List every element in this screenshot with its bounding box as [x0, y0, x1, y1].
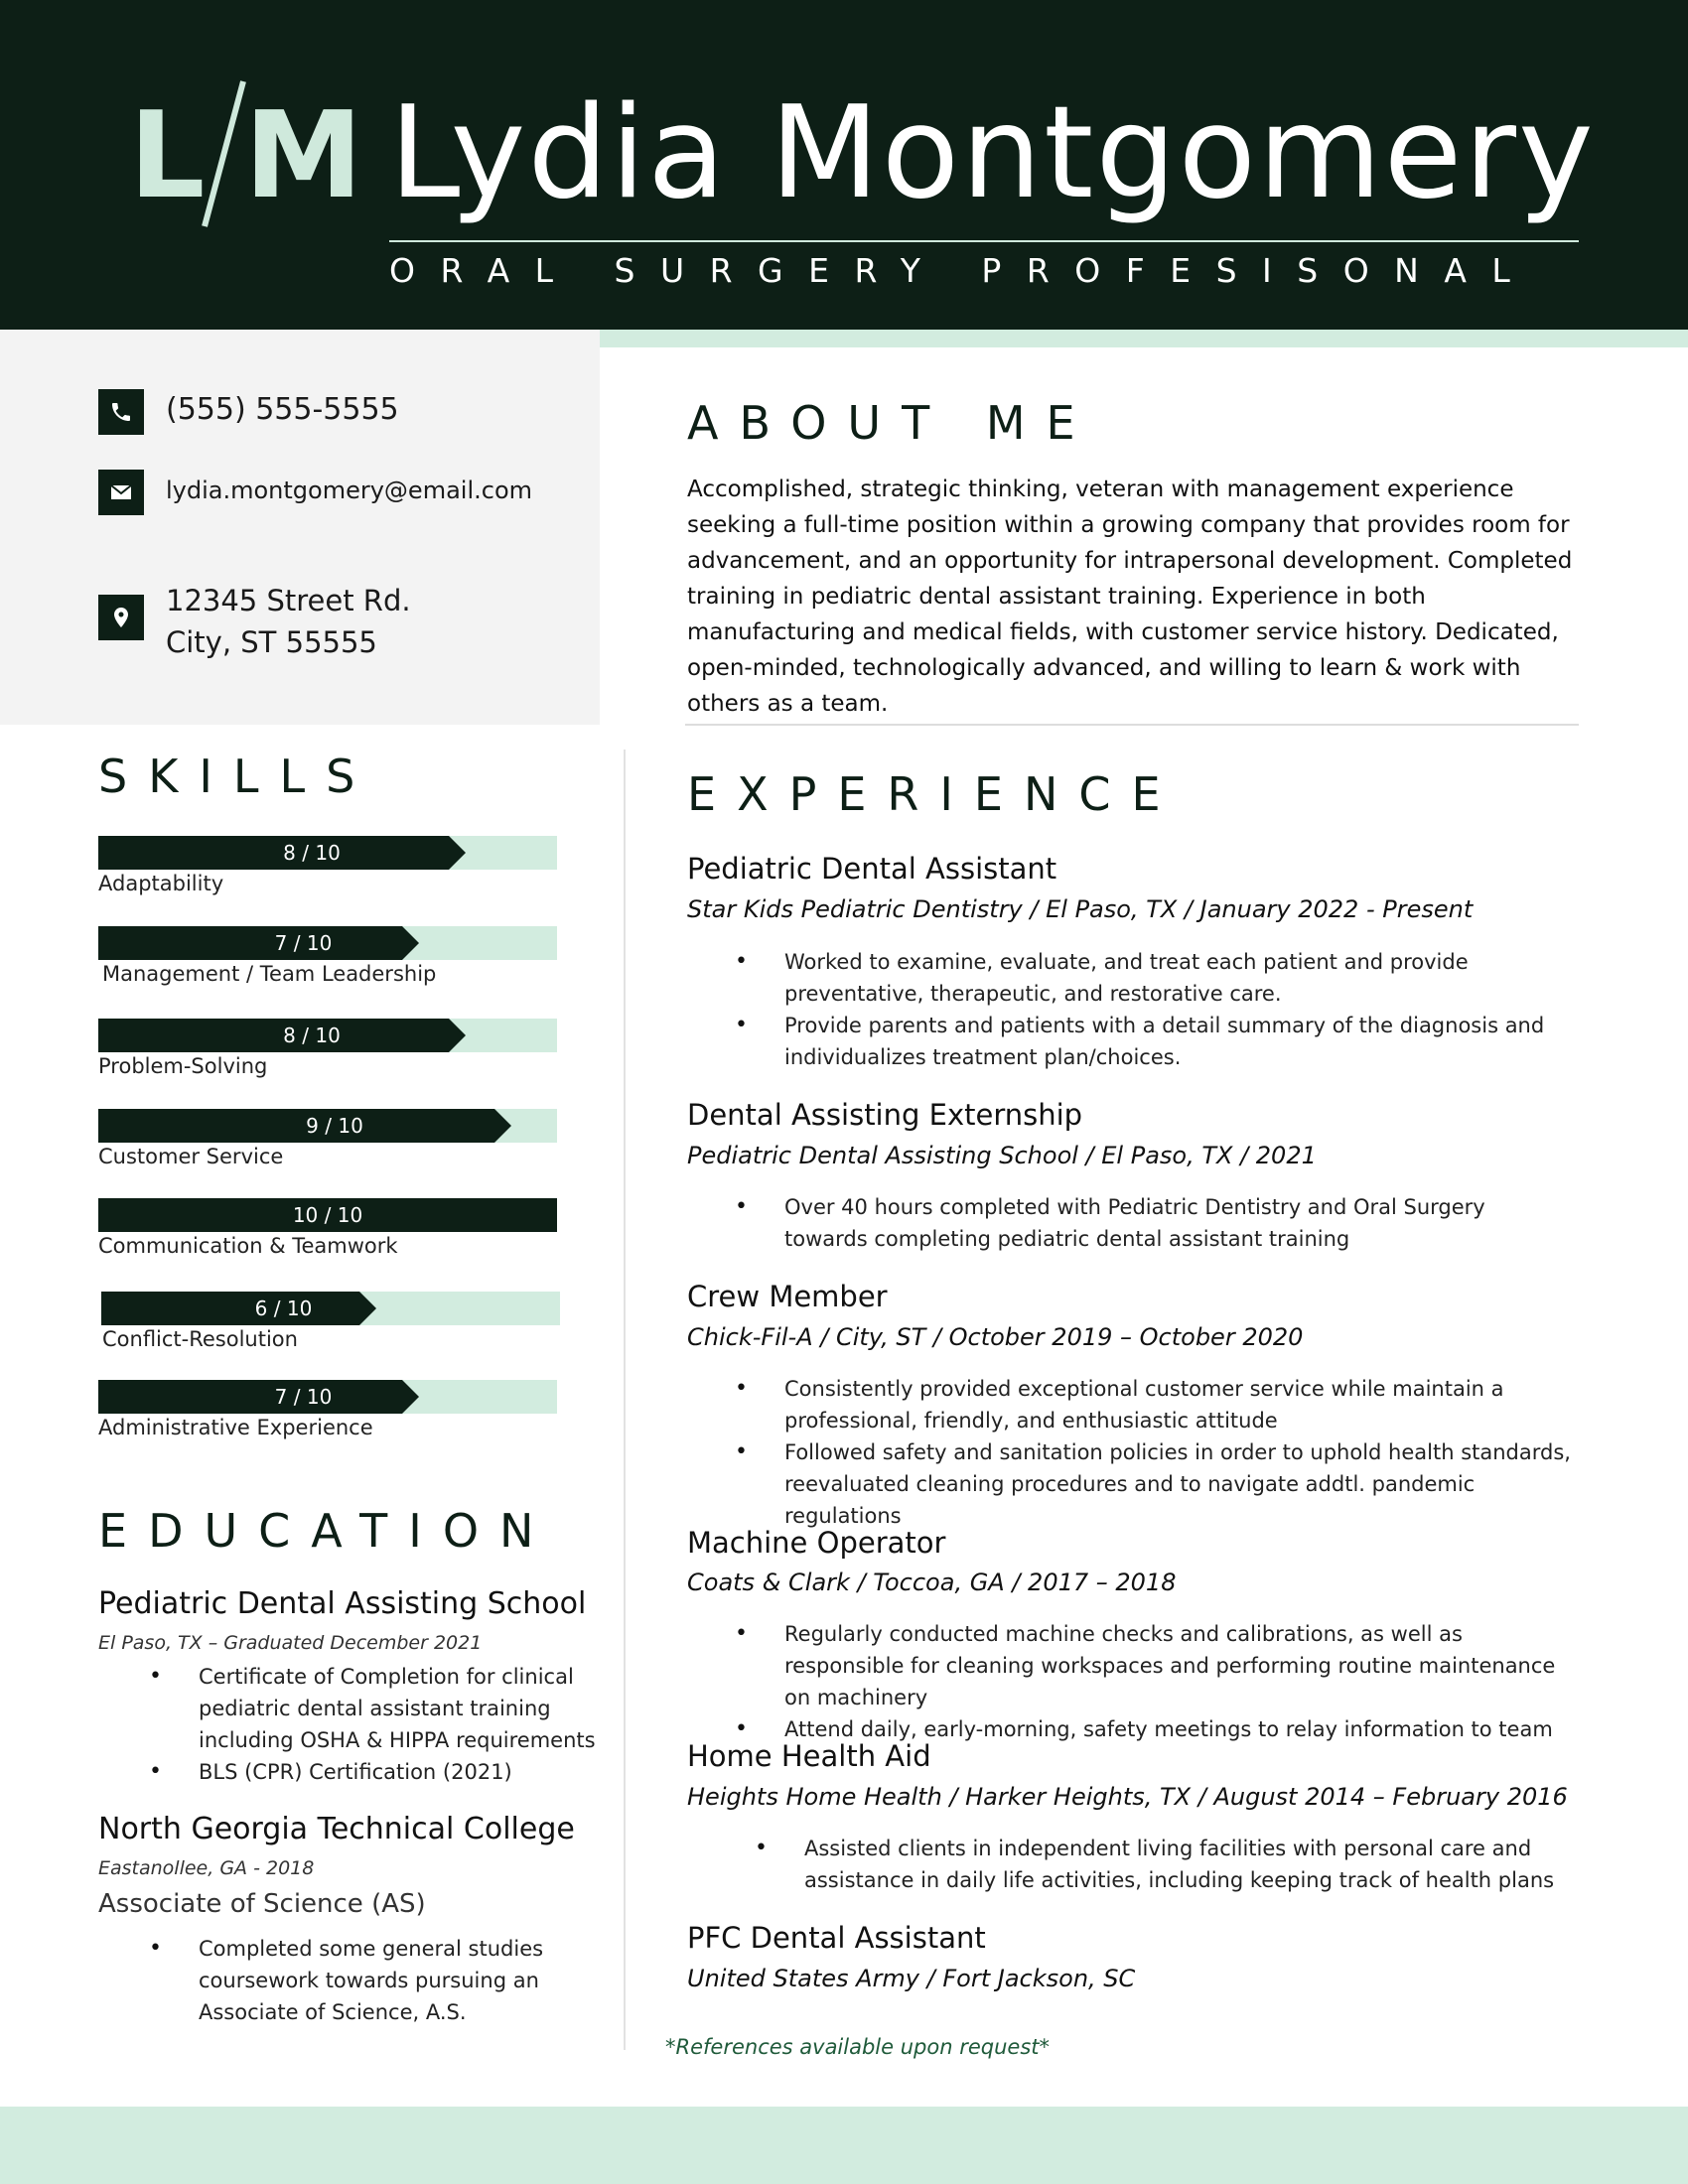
monogram-last-initial: M — [244, 87, 363, 225]
education-heading: EDUCATION — [98, 1504, 555, 1558]
skill-item — [98, 836, 557, 905]
job-bullet-list — [784, 946, 1569, 1073]
contact-panel — [0, 330, 600, 725]
job-title: Machine Operator — [687, 1526, 946, 1560]
about-paragraph: Accomplished, strategic thinking, veteran with management experience seeking a full-time position within a growing company that provides room for advancement, and an opportunity for intrapersonal development. Completed training in pediatric dental assistant training. Experience in both manufacturing and medical fields, with customer service history. Dedicated, open-minded, technologically advanced, and willing to learn & work with others as a team. — [687, 477, 1573, 717]
skill-score: 6 / 10 — [254, 1297, 313, 1320]
experience-heading: EXPERIENCE — [687, 767, 1182, 821]
column-divider — [624, 750, 626, 2050]
skill-score: 8 / 10 — [283, 841, 341, 865]
footer-band — [0, 2107, 1688, 2184]
job-employer-details: Star Kids Pediatric Dentistry / El Paso, TX / January 2022 - Present — [687, 895, 1474, 923]
location-pin-icon — [98, 595, 144, 640]
skill-item — [98, 1380, 557, 1449]
skill-score: 7 / 10 — [274, 1385, 333, 1409]
skill-score: 10 / 10 — [292, 1203, 363, 1227]
job-title: PFC Dental Assistant — [687, 1921, 986, 1955]
email-address[interactable]: lydia.montgomery@email.com — [166, 477, 532, 504]
skill-item — [98, 926, 557, 996]
phone-icon — [98, 389, 144, 435]
job-bullet: • Attend daily, early-morning, safety meetings to relay information to team — [784, 1713, 1579, 1745]
email-icon — [98, 470, 144, 515]
edu-bullet-list — [199, 1661, 606, 1788]
edu-school-name: Pediatric Dental Assisting School — [98, 1586, 587, 1621]
edu-bullet: • BLS (CPR) Certification (2021) — [199, 1756, 606, 1788]
edu-school-name: North Georgia Technical College — [98, 1812, 575, 1846]
address-line-1: 12345 Street Rd. — [166, 584, 411, 617]
edu-bullet: • Completed some general studies coursework towards pursuing an Associate of Science, A.S. — [199, 1933, 576, 2028]
job-bullet: • Regularly conducted machine checks and calibrations, as well as responsible for cleaning workspaces and performing routine maintenance on machinery — [784, 1618, 1579, 1713]
address-line-2: City, ST 55555 — [166, 625, 377, 659]
job-employer-details: United States Army / Fort Jackson, SC — [687, 1965, 1136, 1992]
job-bullet: • Followed safety and sanitation policies in order to uphold health standards, reevaluated cleaning procedures and to navigate addtl. pandemic regulations — [784, 1436, 1579, 1532]
skill-label: Problem-Solving — [98, 1054, 268, 1078]
skill-item — [98, 1198, 557, 1268]
applicant-name: Lydia Montgomery — [389, 79, 1596, 227]
skill-label: Adaptability — [98, 872, 224, 895]
skill-label: Administrative Experience — [98, 1416, 373, 1439]
accent-strip — [600, 330, 1688, 347]
job-employer-details: Chick-Fil-A / City, ST / October 2019 – October 2020 — [687, 1323, 1304, 1351]
job-title: Dental Assisting Externship — [687, 1098, 1083, 1132]
skill-score: 9 / 10 — [306, 1114, 363, 1138]
skill-item — [98, 1109, 557, 1178]
edu-school-details: El Paso, TX – Graduated December 2021 — [98, 1632, 483, 1654]
skill-score: 7 / 10 — [274, 931, 333, 955]
edu-degree: Associate of Science (AS) — [98, 1889, 426, 1919]
job-bullet: • Worked to examine, evaluate, and treat each patient and provide preventative, therapeutic, and restorative care. — [784, 946, 1569, 1010]
job-bullet: • Assisted clients in independent living facilities with personal care and assistance in daily life activities, including keeping track of health plans — [804, 1833, 1579, 1896]
skill-score: 8 / 10 — [283, 1024, 341, 1047]
about-heading: ABOUT ME — [687, 396, 1096, 450]
monogram-slash — [199, 79, 248, 230]
skill-label: Conflict-Resolution — [102, 1327, 298, 1351]
job-bullet: • Provide parents and patients with a detail summary of the diagnosis and individualizes treatment plan/choices. — [784, 1010, 1569, 1073]
job-title: Pediatric Dental Assistant — [687, 852, 1057, 886]
edu-school-details: Eastanollee, GA - 2018 — [98, 1857, 315, 1879]
skill-label: Communication & Teamwork — [98, 1234, 398, 1258]
section-divider — [685, 724, 1579, 726]
job-bullet-list — [784, 1618, 1579, 1745]
skill-item — [98, 1019, 557, 1088]
job-title: Home Health Aid — [687, 1739, 931, 1773]
job-bullet-list — [784, 1191, 1569, 1255]
phone-number[interactable]: (555) 555-5555 — [166, 392, 399, 427]
edu-bullet-list — [199, 1933, 576, 2028]
job-bullet-list — [804, 1833, 1579, 1896]
job-employer-details: Heights Home Health / Harker Heights, TX / August 2014 – February 2016 — [687, 1783, 1568, 1811]
job-bullet: • Over 40 hours completed with Pediatric Dentistry and Oral Surgery towards completing pediatric dental assistant training — [784, 1191, 1569, 1255]
job-employer-details: Pediatric Dental Assisting School / El Paso, TX / 2021 — [687, 1142, 1317, 1169]
skill-label: Customer Service — [98, 1145, 284, 1168]
job-title: Crew Member — [687, 1280, 888, 1313]
skills-heading: SKILLS — [98, 750, 376, 803]
references-note: *References available upon request* — [665, 2035, 1050, 2059]
job-title-tagline: ORAL SURGERY PROFESISONAL — [389, 251, 1536, 290]
skill-item — [101, 1292, 560, 1361]
edu-bullet: • Certificate of Completion for clinical pediatric dental assistant training including OSHA & HIPPA requirements — [199, 1661, 606, 1756]
header-rule — [389, 240, 1579, 242]
monogram-first-initial: L — [129, 87, 206, 225]
job-employer-details: Coats & Clark / Toccoa, GA / 2017 – 2018 — [687, 1569, 1177, 1596]
job-bullet-list — [784, 1373, 1579, 1532]
job-bullet: • Consistently provided exceptional customer service while maintain a professional, friendly, and enthusiastic attitude — [784, 1373, 1579, 1436]
skill-label: Management / Team Leadership — [102, 962, 437, 986]
